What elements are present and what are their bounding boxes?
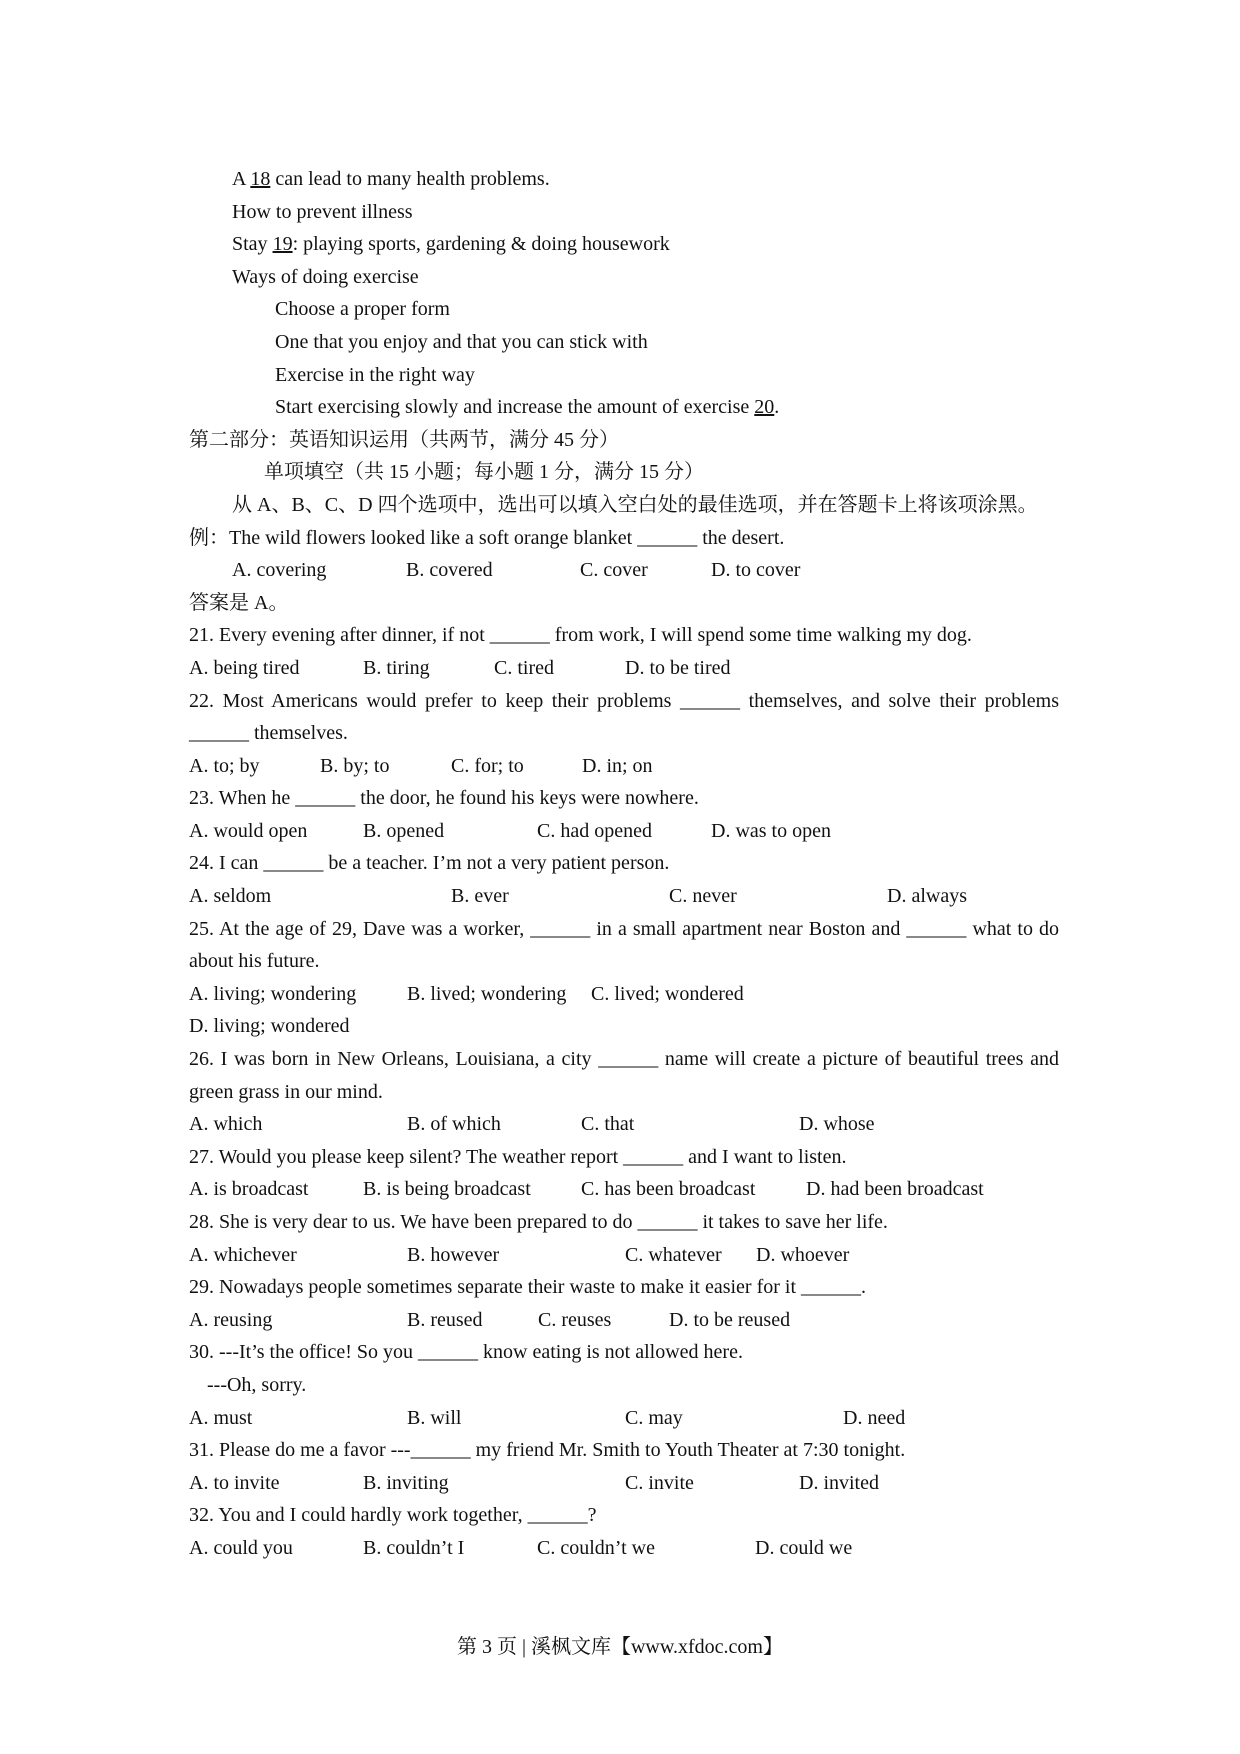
question-options xyxy=(189,1467,1059,1500)
outline-line: Ways of doing exercise xyxy=(232,265,419,288)
example-options xyxy=(189,554,1059,587)
option: A. is broadcast xyxy=(189,1178,309,1201)
question-options xyxy=(189,1532,1059,1565)
blank-number: 20 xyxy=(754,396,775,419)
option: B. ever xyxy=(451,885,509,908)
question-options xyxy=(189,750,1059,783)
option: C. had opened xyxy=(537,819,652,842)
option: A. to; by xyxy=(189,754,260,777)
option: C. for; to xyxy=(451,754,524,777)
question-options xyxy=(189,1108,1059,1141)
question-options xyxy=(189,1402,1059,1435)
option: C. lived; wondered xyxy=(591,982,744,1005)
option: C. tired xyxy=(494,656,554,679)
option: D. to cover xyxy=(711,559,801,582)
option: C. has been broadcast xyxy=(581,1178,756,1201)
outline-text: A xyxy=(232,168,251,190)
option: D. to be reused xyxy=(669,1308,791,1331)
option: D. whoever xyxy=(756,1243,850,1266)
option: B. will xyxy=(407,1406,462,1429)
option: A. which xyxy=(189,1113,263,1136)
option: A. to invite xyxy=(189,1471,280,1494)
option: D. could we xyxy=(755,1536,853,1559)
question-stem: 24. I can ______ be a teacher. I’m not a very patient person. xyxy=(189,852,670,875)
outline-line xyxy=(189,163,1059,196)
option: D. whose xyxy=(799,1113,875,1136)
option: A. could you xyxy=(189,1536,293,1559)
option: B. however xyxy=(407,1243,500,1266)
option: A. covering xyxy=(232,559,327,582)
option: A. living; wondering xyxy=(189,982,357,1005)
question-options xyxy=(189,1304,1059,1337)
option: C. reuses xyxy=(538,1308,612,1331)
option: B. of which xyxy=(407,1113,501,1136)
question-options xyxy=(189,880,1059,913)
question-stem: 21. Every evening after dinner, if not ______ from work, I will spend some time walking my dog. xyxy=(189,624,972,647)
question-stem: 30. ---It’s the office! So you ______ know eating is not allowed here. xyxy=(189,1341,743,1364)
outline-line xyxy=(189,228,1059,261)
option: A. whichever xyxy=(189,1243,297,1266)
page-content xyxy=(189,163,1059,1565)
outline-text: . xyxy=(774,396,780,419)
question-options xyxy=(189,978,1059,1011)
option: D. in; on xyxy=(582,754,653,777)
option: D. to be tired xyxy=(625,656,731,679)
option: A. seldom xyxy=(189,885,272,908)
outline-text: can lead to many health problems. xyxy=(270,168,550,190)
option: C. that xyxy=(581,1113,635,1136)
outline-line: Exercise in the right way xyxy=(275,363,475,386)
question-stem: 31. Please do me a favor ---______ my friend Mr. Smith to Youth Theater at 7:30 tonight. xyxy=(189,1439,906,1462)
option: D. had been broadcast xyxy=(806,1178,984,1201)
option: B. is being broadcast xyxy=(363,1178,531,1201)
option: D. was to open xyxy=(711,819,831,842)
option: D. need xyxy=(843,1406,906,1429)
option: B. by; to xyxy=(320,754,390,777)
question-stem: 25. At the age of 29, Dave was a worker, ______ in a small apartment near Boston and ______ what to do about his future. xyxy=(189,917,1059,973)
option: A. reusing xyxy=(189,1308,273,1331)
example-question: 例：The wild flowers looked like a soft orange blanket ______ the desert. xyxy=(189,526,785,549)
outline-text: Start exercising slowly and increase the amount of exercise xyxy=(275,396,755,419)
question-stem: 32. You and I could hardly work together, ______? xyxy=(189,1504,597,1527)
question-stem: 22. Most Americans would prefer to keep their problems ______ themselves, and solve their problems ______ themselves. xyxy=(189,689,1059,745)
option: B. tiring xyxy=(363,656,430,679)
question-stem-reply: ---Oh, sorry. xyxy=(207,1373,307,1396)
question-stem: 23. When he ______ the door, he found his keys were nowhere. xyxy=(189,787,699,810)
option: A. must xyxy=(189,1406,253,1429)
question-stem: 27. Would you please keep silent? The weather report ______ and I want to listen. xyxy=(189,1145,847,1168)
option: C. invite xyxy=(625,1471,694,1494)
example-answer: 答案是 A。 xyxy=(189,591,289,614)
question-options xyxy=(189,1173,1059,1206)
question-stem: 28. She is very dear to us. We have been prepared to do ______ it takes to save her life. xyxy=(189,1211,888,1233)
option: B. covered xyxy=(406,559,493,582)
question-stem: 29. Nowadays people sometimes separate their waste to make it easier for it ______. xyxy=(189,1276,867,1299)
outline-line: How to prevent illness xyxy=(232,200,413,223)
option: B. inviting xyxy=(363,1471,449,1494)
option: A. would open xyxy=(189,819,308,842)
question-options xyxy=(189,815,1059,848)
page-footer: 第 3 页 | 溪枫文库【www.xfdoc.com】 xyxy=(456,1636,783,1658)
question-options xyxy=(189,652,1059,685)
option: C. may xyxy=(625,1406,683,1429)
outline-line: One that you enjoy and that you can stick with xyxy=(275,330,648,353)
option: D. invited xyxy=(799,1471,879,1494)
option: C. never xyxy=(669,885,737,908)
option: C. couldn’t we xyxy=(537,1536,655,1559)
option: D. always xyxy=(887,885,967,908)
option: B. couldn’t I xyxy=(363,1536,465,1559)
blank-number: 18 xyxy=(250,168,271,190)
option: B. opened xyxy=(363,819,445,842)
question-options xyxy=(189,1239,1059,1272)
section-instruction: 从 A、B、C、D 四个选项中，选出可以填入空白处的最佳选项，并在答题卡上将该项涂黑。 xyxy=(232,493,1038,516)
blank-number: 19 xyxy=(272,233,293,256)
option: B. lived; wondering xyxy=(407,982,567,1005)
question-stem: 26. I was born in New Orleans, Louisiana, a city ______ name will create a picture of beautiful trees and green grass in our mind. xyxy=(189,1048,1059,1103)
outline-line xyxy=(189,391,1059,424)
option: A. being tired xyxy=(189,656,300,679)
outline-line: Choose a proper form xyxy=(275,298,450,321)
section-subtitle: 单项填空（共 15 小题；每小题 1 分，满分 15 分） xyxy=(264,461,704,484)
section-title: 第二部分：英语知识运用（共两节，满分 45 分） xyxy=(189,428,619,451)
option: C. cover xyxy=(580,559,648,582)
option: B. reused xyxy=(407,1308,483,1331)
outline-text: : playing sports, gardening & doing housework xyxy=(292,233,670,256)
option: C. whatever xyxy=(625,1243,722,1266)
outline-text: Stay xyxy=(232,233,273,256)
option: D. living; wondered xyxy=(189,1015,350,1038)
